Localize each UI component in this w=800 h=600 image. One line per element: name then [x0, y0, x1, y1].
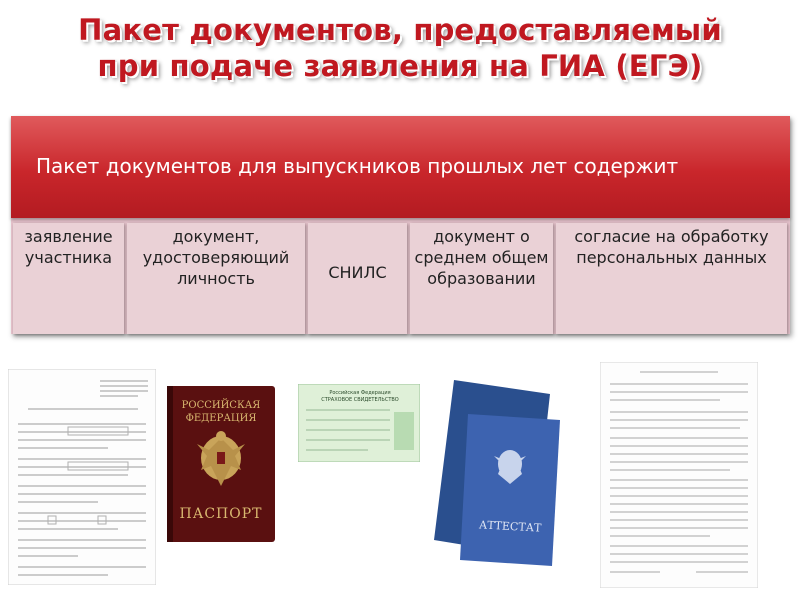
attestat-title: АТТЕСТАТ	[478, 518, 542, 535]
passport-image	[167, 386, 275, 542]
panel-header-text: Пакет документов для выпускников прошлых лет содержит	[36, 154, 679, 178]
snils-line-1: Российская Федерация	[329, 390, 391, 396]
list-item-education-document: документ о среднем общем образовании	[410, 223, 553, 334]
consent-form-image	[600, 362, 758, 588]
snils-line-2: СТРАХОВОЕ СВИДЕТЕЛЬСТВО	[321, 397, 399, 403]
attestat-cover	[460, 414, 560, 566]
passport-country-line-2: ФЕДЕРАЦИЯ	[185, 413, 257, 424]
list-item-snils: СНИЛС	[308, 223, 407, 334]
passport-country-line-1: РОССИЙСКАЯ	[181, 400, 261, 411]
application-form-image	[8, 369, 156, 585]
passport-title: ПАСПОРТ	[179, 506, 263, 522]
documents-panel	[11, 116, 790, 334]
list-item-application: заявление участника	[13, 223, 124, 334]
title-line-2: при подаче заявления на ГИА (ЕГЭ)	[97, 49, 703, 83]
attestat-image	[430, 380, 562, 566]
panel-header	[11, 116, 790, 218]
snils-card-image	[298, 384, 420, 462]
documents-list	[11, 223, 790, 334]
title-line-1: Пакет документов, предоставляемый	[78, 13, 722, 47]
list-item-identity-document: документ, удостоверяющий личность	[127, 223, 305, 334]
hologram-icon	[394, 412, 414, 450]
list-item-data-consent: согласие на обработку персональных данных	[556, 223, 787, 334]
page-title	[0, 12, 800, 84]
